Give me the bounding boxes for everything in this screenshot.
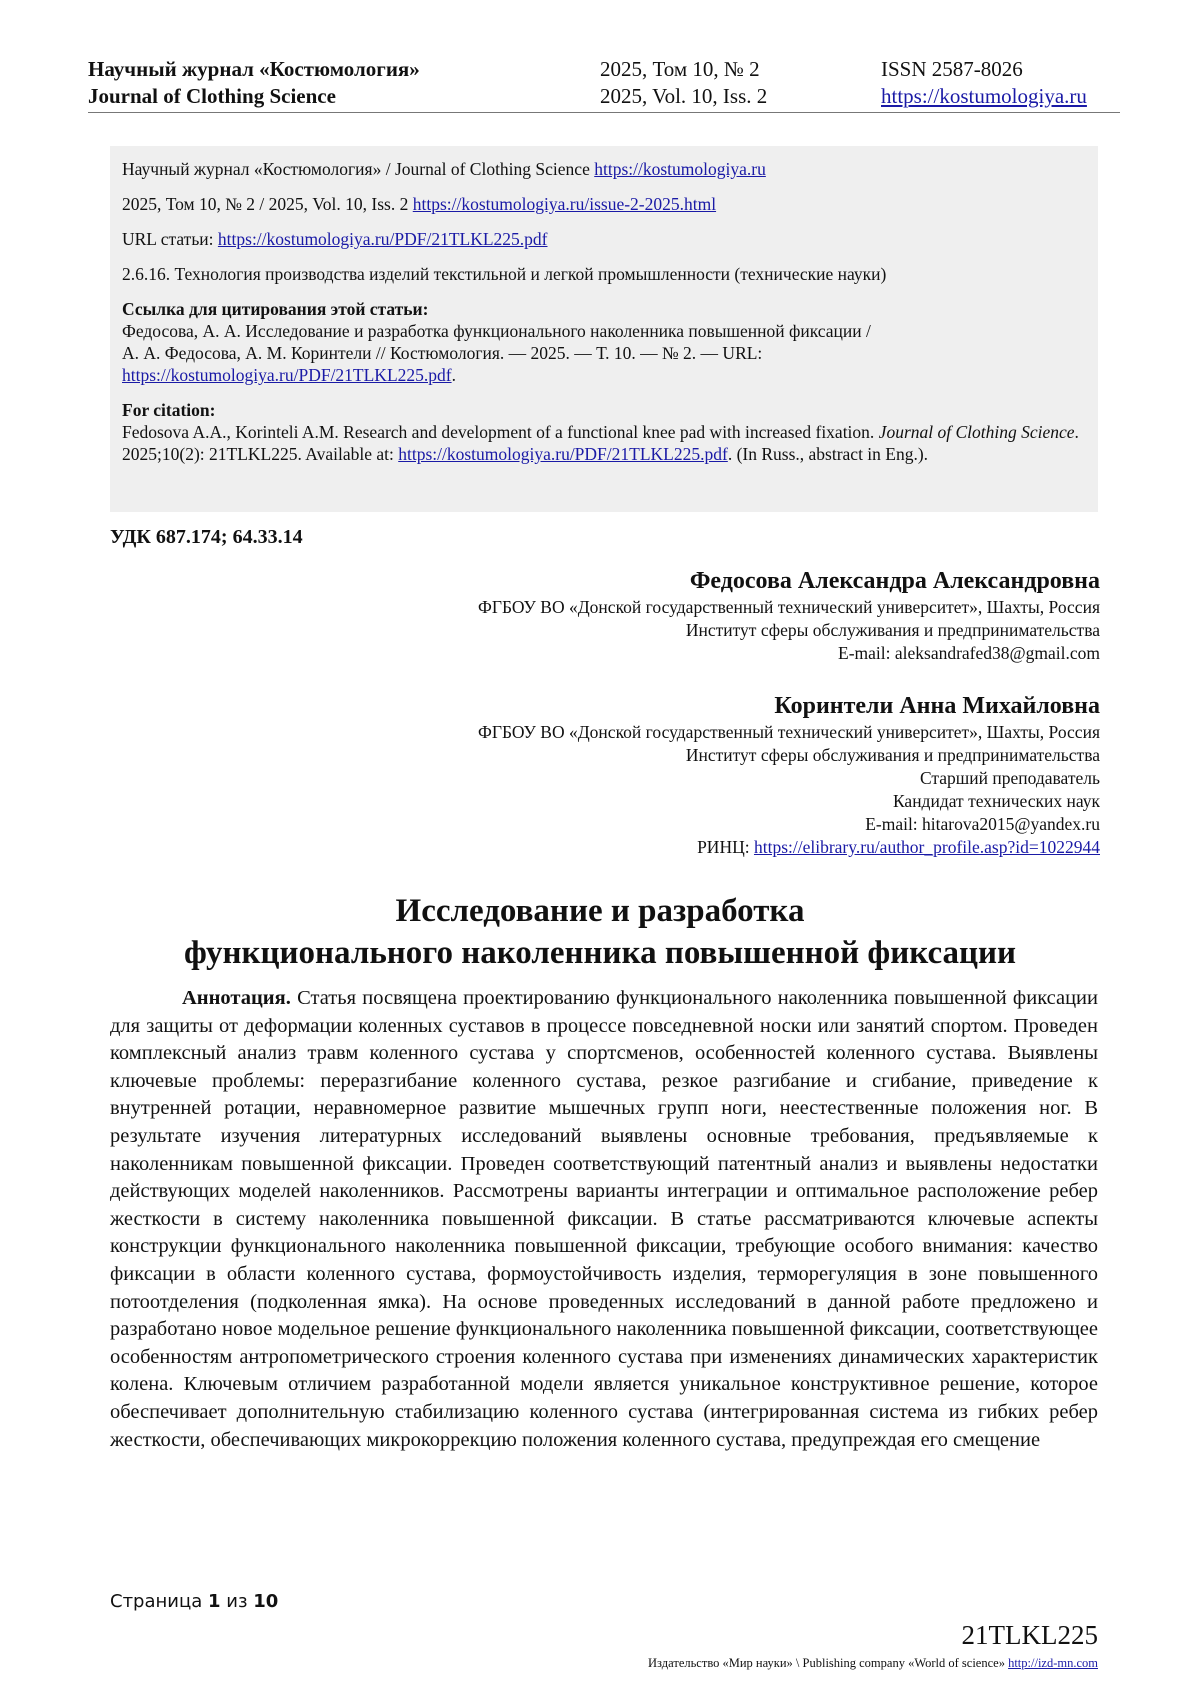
citation-box (110, 146, 1098, 512)
cite-en-text-2: . 2025;10(2): 21TLKL225. Available at: (122, 422, 1079, 464)
cite-ru-heading: Ссылка для цитирования этой статьи: (122, 299, 429, 319)
cite-journal-text: Научный журнал «Костюмология» / Journal of Clothing Science (122, 159, 595, 179)
author-1-institute: Институт сферы обслуживания и предпринимательства (685, 620, 1100, 640)
author-2-org: ФГБОУ ВО «Донской государственный технический университет», Шахты, Россия (478, 722, 1100, 742)
cite-url-line (122, 228, 1086, 250)
title-line-2: функционального наколенника повышенной фиксации (183, 935, 1017, 971)
author-2-email: E-mail: hitarova2015@yandex.ru (865, 814, 1100, 834)
cite-issue-line (122, 193, 1086, 215)
page-counter (110, 1591, 278, 1612)
article-title (100, 890, 1100, 974)
author-2-rinc (478, 836, 1100, 859)
author-block-2 (478, 691, 1100, 859)
journal-header (88, 56, 1120, 113)
header-issue (600, 56, 767, 110)
cite-en-link[interactable]: https://kostumologiya.ru/PDF/21TLKL225.pdf (398, 444, 728, 464)
author-2-name: Коринтели Анна Михайловна (774, 693, 1100, 719)
udk-code: УДК 687.174; 64.33.14 (110, 526, 303, 548)
cite-ru-text-2: А. А. Федосова, А. М. Коринтели // Костюмология. — 2025. — Т. 10. — № 2. — URL: (122, 343, 763, 363)
cite-specialty: 2.6.16. Технология производства изделий текстильной и легкой промышленности (технические науки) (122, 264, 887, 284)
cite-en-journal: Journal of Clothing Science (878, 422, 1075, 442)
author-1-email: E-mail: aleksandrafed38@gmail.com (838, 643, 1100, 663)
publisher-text: Издательство «Мир науки» \ Publishing company «World of science» (648, 1656, 1009, 1670)
page-total: 10 (253, 1591, 279, 1612)
cite-ru-text-1: Федосова, А. А. Исследование и разработка функционального наколенника повышенной фиксации / (122, 321, 871, 341)
cite-ru-link[interactable]: https://kostumologiya.ru/PDF/21TLKL225.pdf (122, 365, 452, 385)
page-number: 1 (208, 1591, 221, 1612)
author-2-position: Старший преподаватель (919, 768, 1100, 788)
issn: ISSN 2587-8026 (881, 57, 1023, 81)
cite-article-link[interactable]: https://kostumologiya.ru/PDF/21TLKL225.pdf (217, 229, 548, 249)
journal-name-ru: Научный журнал «Костюмология» (88, 57, 420, 81)
cite-issue-text: 2025, Том 10, № 2 / 2025, Vol. 10, Iss. 2 (122, 194, 413, 214)
cite-en-heading: For citation: (122, 400, 216, 420)
publisher-line (648, 1656, 1098, 1671)
cite-en-text-3: . (In Russ., abstract in Eng.). (727, 444, 929, 464)
abstract (110, 985, 1098, 1454)
publisher-link[interactable]: http://izd-mn.com (1008, 1656, 1098, 1670)
issue-en: 2025, Vol. 10, Iss. 2 (600, 84, 768, 108)
author-2-degree: Кандидат технических наук (892, 791, 1100, 811)
cite-journal-line (122, 158, 1086, 180)
cite-ru-link-line (122, 364, 1086, 386)
journal-name-en: Journal of Clothing Science (88, 84, 336, 108)
cite-url-label: URL статьи: (122, 229, 218, 249)
page-word: Страница (110, 1591, 203, 1612)
abstract-text: Статья посвящена проектированию функционального наколенника повышенной фиксации для защиты от деформации коленных суставов в процессе повседневной носки или занятий спортом. Проведен комплексный анализ травм коленного сустава у спортсменов, особенностей коленного сустава. Выявлены ключевые проблемы: переразгибание коленного сустава, резкое разгибание и сгибание, приведение к внутренней ротации, неравномерное развитие мышечных групп ноги, неестественные положения ног. В результате изучения литературных исследований выявлены основные требования, предъявляемые к наколенникам повышенной фиксации. Проведен соответствующий патентный анализ и выявлены недостатки действующих моделей наколенников. Рассмотрены варианты интеграции и оптимальное расположение ребер жесткости в систему наколенника повышенной фиксации. В статье рассматриваются ключевые аспекты конструкции функционального наколенника повышенной фиксации, требующие особого внимания: качество фиксации в области коленного сустава, формоустойчивость изделия, терморегуляция в зоне повышенного потоотделения (подколенная ямка). На основе проведенных исследований в данной работе предложено и разработано новое модельное решение функционального наколенника повышенной фиксации, соответствующее особенностям антропометрического строения коленного сустава при изменениях динамических характеристик колена. Ключевым отличием разработанной модели является уникальное конструктивное решение, которое обеспечивает дополнительную стабилизацию коленного сустава (интегрированная система из гибких ребер жесткости, обеспечивающих микрокоррекцию положения коленного сустава, предупреждая его смещение (110, 987, 1098, 1451)
article-id: 21TLKL225 (961, 1620, 1098, 1650)
issue-ru: 2025, Том 10, № 2 (600, 57, 760, 81)
author-2-institute: Институт сферы обслуживания и предпринимательства (685, 745, 1100, 765)
title-line-1: Исследование и разработка (395, 893, 805, 929)
of-word: из (226, 1591, 248, 1612)
journal-site-link[interactable]: https://kostumologiya.ru (881, 84, 1087, 108)
rinc-label: РИНЦ: (697, 837, 754, 857)
header-issn-site (881, 56, 1087, 110)
author-block-1 (478, 566, 1100, 665)
author-1-name: Федосова Александра Александровна (689, 568, 1100, 594)
cite-ru-end: . (451, 365, 456, 385)
abstract-label: Аннотация. (182, 987, 291, 1009)
header-journal-names (88, 56, 420, 110)
author-1-org: ФГБОУ ВО «Донской государственный технический университет», Шахты, Россия (478, 597, 1100, 617)
rinc-link[interactable]: https://elibrary.ru/author_profile.asp?id=1022944 (753, 837, 1100, 857)
cite-en-text-1: Fedosova A.A., Korinteli A.M. Research and development of a functional knee pad with increased fixation. (122, 422, 879, 442)
cite-issue-link[interactable]: https://kostumologiya.ru/issue-2-2025.html (412, 194, 717, 214)
cite-en-text (122, 421, 1086, 465)
cite-journal-link[interactable]: https://kostumologiya.ru (594, 159, 766, 179)
